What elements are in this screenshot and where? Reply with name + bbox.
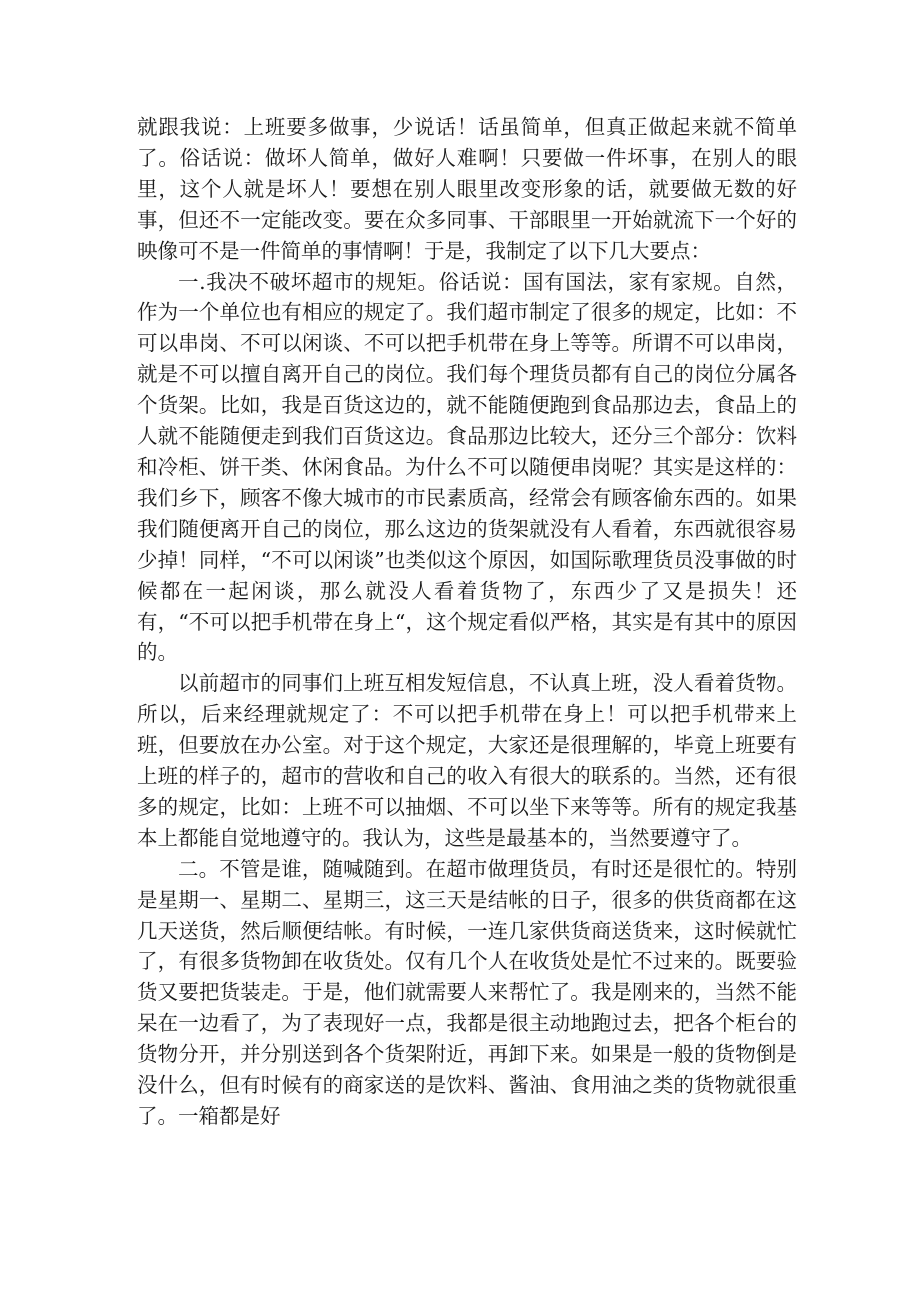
paragraph-intro: 就跟我说：上班要多做事，少说话！话虽简单，但真正做起来就不简单了。俗话说：做坏人简单，做好人难啊！只要做一件坏事，在别人的眼里，这个人就是坏人！要想在别人眼里改变形象的话，就要做无数的好事，但还不一定能改变。要在众多同事、干部眼里一开始就流下一个好的映像可不是一件简单的事情啊！于是，我制定了以下几大要点： [137, 115, 797, 263]
paragraph-phone-rule: 以前超市的同事们上班互相发短信息，不认真上班，没人看着货物。所以，后来经理就规定了：不可以把手机带在身上！可以把手机带来上班，但要放在办公室。对于这个规定，大家还是很理解的，毕竟上班要有上班的样子的，超市的营收和自己的收入有很大的联系的。当然，还有很多的规定，比如：上班不可以抽烟、不可以坐下来等等。所有的规定我基本上都能自觉地遵守的。我认为，这些是最基本的，当然要遵守了。 [137, 671, 797, 850]
document-body [137, 112, 797, 1132]
paragraph-rule-one: 一.我决不破坏超市的规矩。俗话说：国有国法，家有家规。自然，作为一个单位也有相应的规定了。我们超市制定了很多的规定，比如：不可以串岗、不可以闲谈、不可以把手机带在身上等等。所谓不可以串岗，就是不可以擅自离开自己的岗位。我们每个理货员都有自己的岗位分属各个货架。比如，我是百货这边的，就不能随便跑到食品那边去，食品上的人就不能随便走到我们百货这边。食品那边比较大，还分三个部分：饮料和冷柜、饼干类、休闲食品。为什么不可以随便串岗呢？其实是这样的：我们乡下，顾客不像大城市的市民素质高，经常会有顾客偷东西的。如果我们随便离开自己的岗位，那么这边的货架就没有人看着，东西就很容易少掉！同样，“不可以闲谈”也类似这个原因，如国际歌理货员没事做的时候都在一起闲谈，那么就没人看着货物了，东西少了又是损失！还有，“不可以把手机带在身上“，这个规定看似严格，其实是有其中的原因的。 [137, 269, 797, 665]
paragraph-rule-two: 二。不管是谁，随喊随到。在超市做理货员，有时还是很忙的。特别是星期一、星期二、星期三，这三天是结帐的日子，很多的供货商都在这几天送货，然后顺便结帐。有时候，一连几家供货商送货来，这时候就忙了，有很多货物卸在收货处。仅有几个人在收货处是忙不过来的。既要验货又要把货装走。于是，他们就需要人来帮忙了。我是刚来的，当然不能呆在一边看了，为了表现好一点，我都是很主动地跑过去，把各个柜台的货物分开，并分别送到各个货架附近，再卸下来。如果是一般的货物倒是没什么，但有时候有的商家送的是饮料、酱油、食用油之类的货物就很重了。一箱都是好 [137, 856, 797, 1128]
